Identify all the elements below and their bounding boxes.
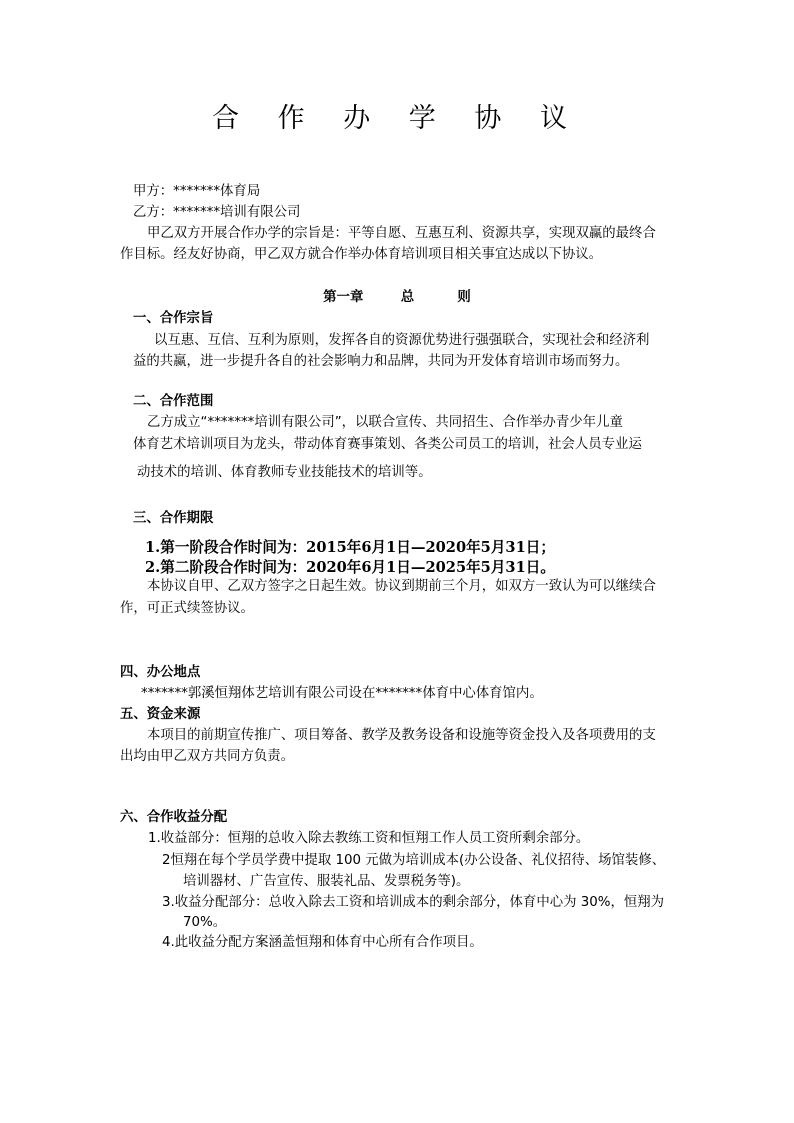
section-3-line-2: 作，可正式续签协议。	[120, 601, 254, 616]
section-4-heading: 四、办公地点	[120, 665, 201, 680]
section-5-line-1: 本项目的前期宣传推广、项目筹备、教学及教务设备和设施等资金投入及各项费用的支	[147, 728, 656, 743]
section-4-line: *******郭溪恒翔体艺培训有限公司设在*******体育中心体育馆内。	[141, 686, 543, 701]
section-6-item-4: 4.此收益分配方案涵盖恒翔和体育中心所有合作项目。	[162, 935, 483, 950]
section-2-heading: 二、合作范围	[133, 394, 214, 409]
section-3-line-1: 本协议自甲、乙双方签字之日起生效。协议到期前三个月，如双方一致认为可以继续合	[147, 579, 656, 594]
intro-line-1: 甲乙双方开展合作办学的宗旨是：平等自愿、互惠互利、资源共享，实现双赢的最终合	[147, 226, 656, 241]
section-2-line-3: 动技术的培训、体育教师专业技能技术的培训等。	[137, 465, 432, 480]
section-6-item-3a: 3.收益分配部分：总收入除去工资和培训成本的剩余部分，体育中心为 30%，恒翔为	[162, 895, 665, 910]
section-2-line-2: 体育艺术培训项目为龙头，带动体育赛事策划、各类公司员工的培训，社会人员专业运	[133, 437, 642, 452]
section-6-item-1: 1.收益部分：恒翔的总收入除去教练工资和恒翔工作人员工资所剩余部分。	[148, 831, 590, 846]
document-title: 合 作 办 学 协 议	[212, 103, 582, 134]
phase-1: 1.第一阶段合作时间为：2015年6月1日—2020年5月31日；	[145, 539, 555, 556]
section-1-heading: 一、合作宗旨	[133, 311, 214, 326]
section-5-heading: 五、资金来源	[120, 707, 201, 722]
section-2-line-1: 乙方成立“*******培训有限公司”，以联合宣传、共同招生、合作举办青少年儿童	[147, 415, 623, 430]
section-3-heading: 三、合作期限	[133, 511, 214, 526]
section-6-heading: 六、合作收益分配	[120, 810, 228, 825]
section-6-item-2b: 培训器材、广告宣传、服装礼品、发票税务等)。	[183, 874, 470, 889]
section-6-item-3b: 70%。	[183, 915, 227, 930]
party-b: 乙方：*******培训有限公司	[133, 205, 301, 220]
section-6-item-2a: 2恒翔在每个学员学费中提取 100 元做为培训成本(办公设备、礼仪招待、场馆装修、	[162, 853, 666, 868]
intro-line-2: 作目标。经友好协商，甲乙双方就合作举办体育培训项目相关事宜达成以下协议。	[120, 247, 603, 262]
phase-2: 2.第二阶段合作时间为：2020年6月1日—2025年5月31日。	[145, 559, 555, 576]
section-1-line-2: 益的共赢，进一步提升各自的社会影响力和品牌，共同为开发体育培训市场而努力。	[133, 354, 629, 369]
chapter-label: 第一章	[323, 290, 364, 305]
section-1-line-1: 以互惠、互信、互利为原则，发挥各自的资源优势进行强强联合，实现社会和经济利	[154, 333, 650, 348]
chapter-name-2: 则	[457, 290, 471, 305]
party-a: 甲方：*******体育局	[133, 184, 261, 199]
chapter-name: 总	[400, 290, 415, 305]
chapter-heading	[0, 289, 794, 307]
section-5-line-2: 出均由甲乙双方共同方负责。	[120, 749, 295, 764]
